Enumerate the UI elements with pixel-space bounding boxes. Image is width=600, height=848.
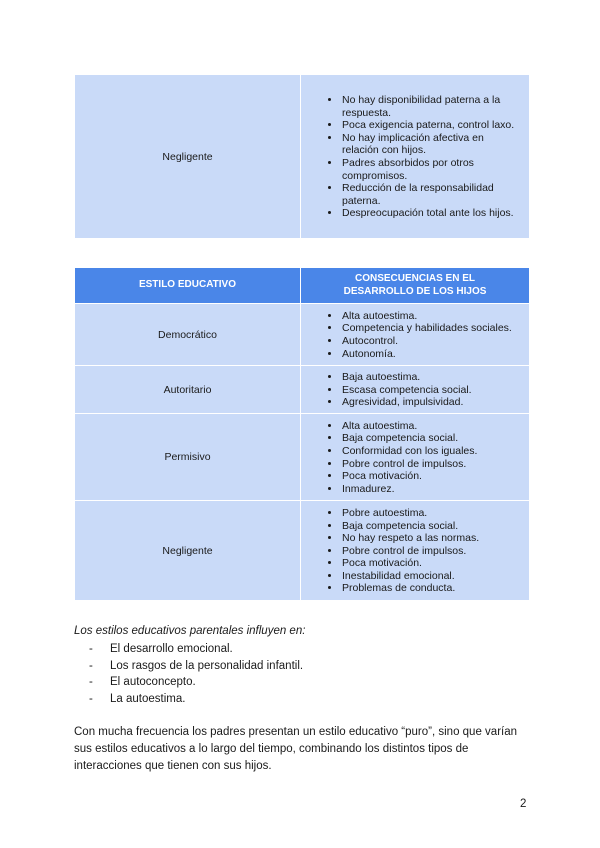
list-item: • Pobre control de impulsos. (341, 458, 523, 471)
list-item: • Despreocupación total ante los hijos. (341, 207, 523, 220)
list-item: • Alta autoestima. (341, 420, 523, 433)
table-row (75, 366, 530, 414)
list-item: • No hay respeto a las normas. (341, 532, 523, 545)
list-item: • Reducción de la responsabilidad paterna. (341, 182, 523, 207)
consequences-cell (301, 366, 530, 414)
style-cell: Negligente (75, 75, 301, 239)
parenting-table-continued (74, 74, 530, 239)
list-item: - El autoconcepto. (74, 674, 303, 691)
list-item: • Problemas de conducta. (341, 582, 523, 595)
list-item: • No hay implicación afectiva en relación con hijos. (341, 132, 523, 157)
list-item: • Inestabilidad emocional. (341, 570, 523, 583)
list-item: - Los rasgos de la personalidad infantil. (74, 658, 303, 675)
style-cell: Permisivo (75, 414, 301, 501)
header-consequences: CONSECUENCIAS EN EL DESARROLLO DE LOS HIJOS (301, 268, 530, 304)
list-item: • Conformidad con los iguales. (341, 445, 523, 458)
list-item: • Pobre control de impulsos. (341, 545, 523, 558)
consequences-list (323, 94, 523, 220)
consequences-cell (301, 414, 530, 501)
effects-list (74, 641, 303, 707)
list-item: • Baja competencia social. (341, 432, 523, 445)
list-item: • Pobre autoestima. (341, 507, 523, 520)
list-item: • Autocontrol. (341, 335, 523, 348)
list-item: - La autoestima. (74, 691, 303, 708)
header-style: ESTILO EDUCATIVO (75, 268, 301, 304)
consequences-cell (301, 501, 530, 601)
table-row (75, 414, 530, 501)
list-item: • Agresividad, impulsividad. (341, 396, 523, 409)
list-item: • Padres absorbidos por otros compromisos. (341, 157, 523, 182)
parenting-styles-table (74, 267, 530, 601)
page-number: 2 (520, 798, 527, 810)
style-cell: Negligente (75, 501, 301, 601)
table-row (75, 501, 530, 601)
list-item: • Competencia y habilidades sociales. (341, 322, 523, 335)
body-paragraph: Con mucha frecuencia los padres presentan un estilo educativo “puro”, sino que varían sus estilos educativos a lo largo del tiempo, combinando los distintos tipos de interacciones que tienen con sus hijos. (74, 726, 518, 772)
list-item: • Alta autoestima. (341, 310, 523, 323)
list-item: • Baja competencia social. (341, 520, 523, 533)
list-item: • Poca motivación. (341, 470, 523, 483)
consequences-list (323, 420, 523, 496)
style-cell: Autoritario (75, 366, 301, 414)
list-item: • Poca motivación. (341, 557, 523, 570)
table-row (75, 75, 530, 239)
consequences-list (323, 507, 523, 595)
table-row (75, 304, 530, 366)
consequences-list (323, 310, 523, 360)
list-item: • Baja autoestima. (341, 371, 523, 384)
list-item: • Poca exigencia paterna, control laxo. (341, 119, 523, 132)
list-item: • Escasa competencia social. (341, 384, 523, 397)
consequences-list (323, 371, 523, 409)
list-item: - El desarrollo emocional. (74, 641, 303, 658)
consequences-cell (301, 304, 530, 366)
table-header-row (75, 268, 530, 304)
list-item: • Inmadurez. (341, 483, 523, 496)
list-item: • No hay disponibilidad paterna a la respuesta. (341, 94, 523, 119)
intro-text: Los estilos educativos parentales influyen en: (74, 625, 306, 637)
list-item: • Autonomía. (341, 348, 523, 361)
consequences-cell (301, 75, 530, 239)
style-cell: Democrático (75, 304, 301, 366)
